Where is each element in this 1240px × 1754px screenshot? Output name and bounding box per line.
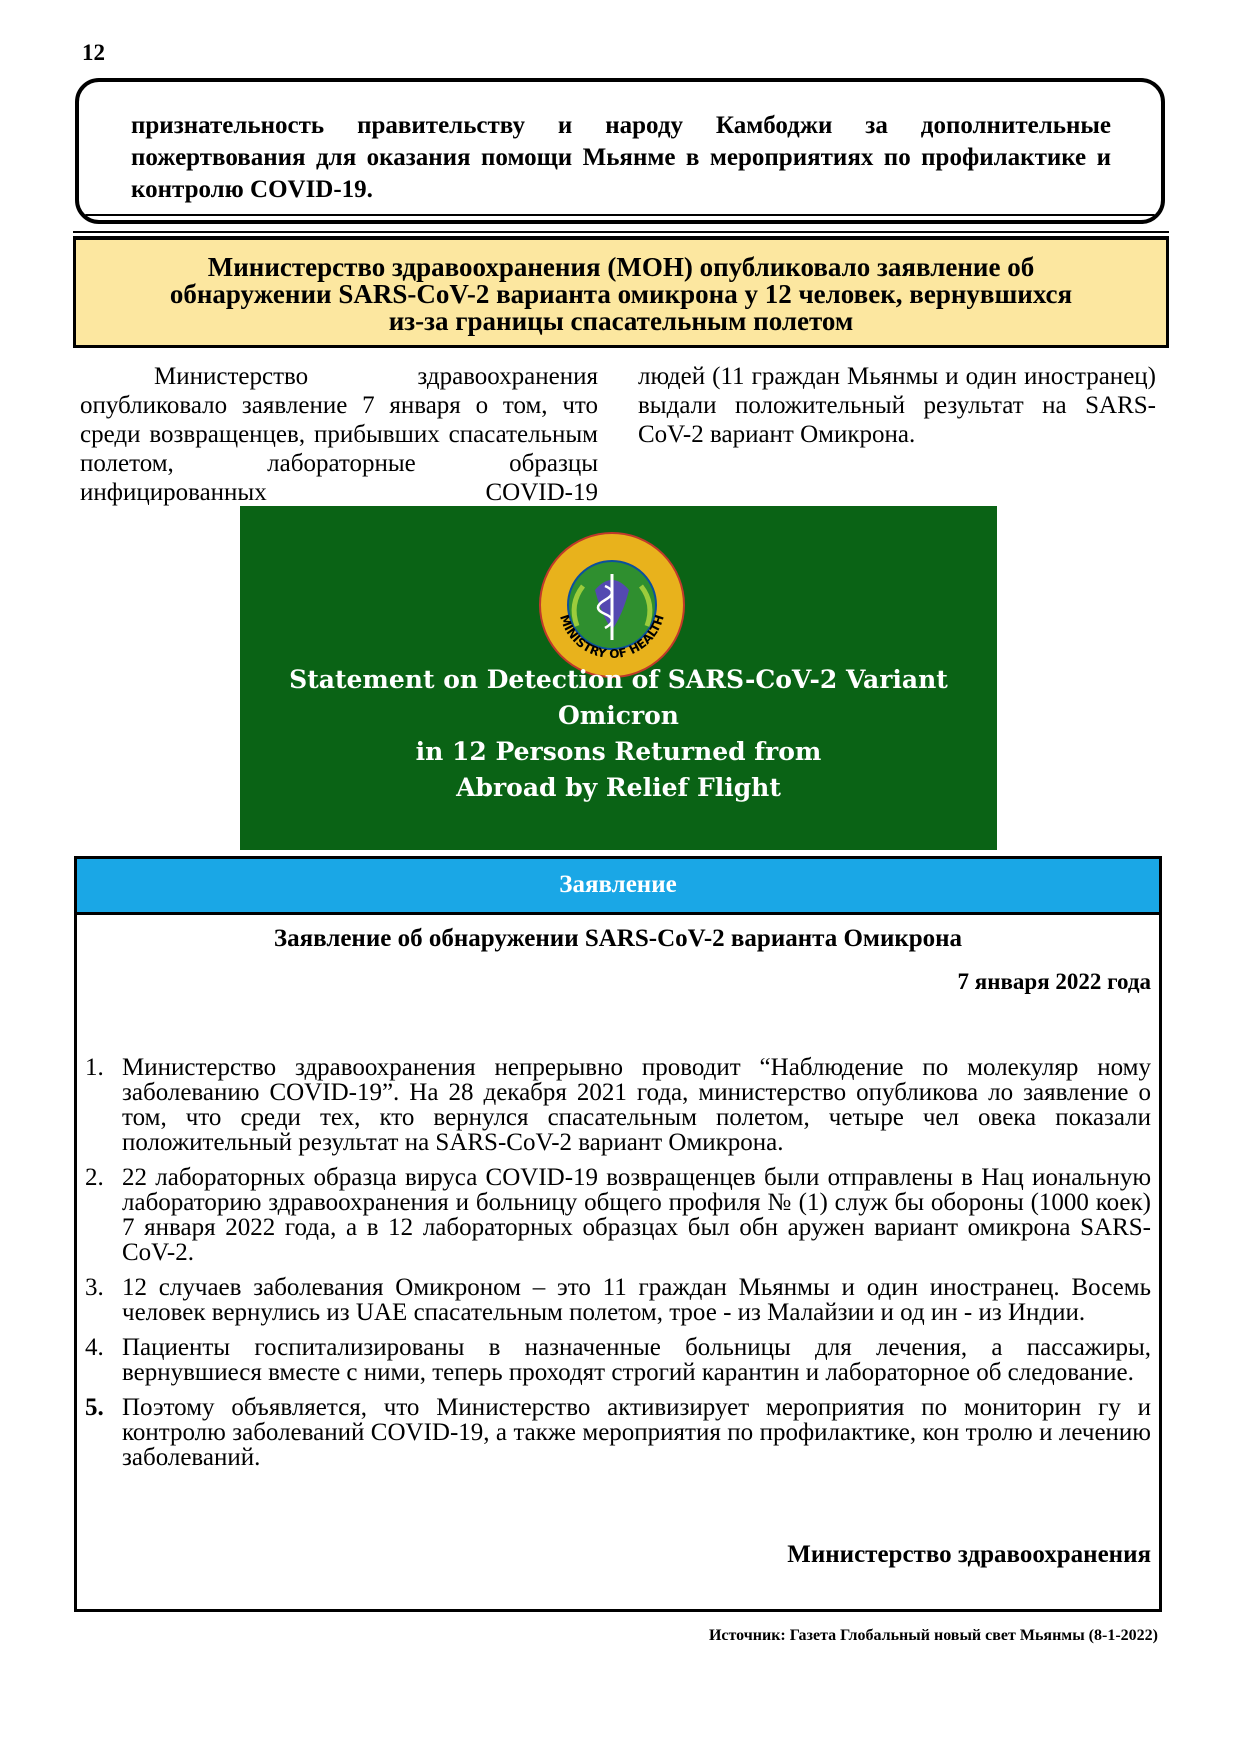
intro-box xyxy=(75,78,1165,224)
list-item xyxy=(85,1395,1151,1470)
ministry-of-health-emblem xyxy=(537,530,687,680)
list-item-number: 2. xyxy=(85,1164,104,1191)
list-item-text: 22 лабораторных образца вируса COVID-19 возвращенцев были отправлены в Нац иональную лабораторию здравоохранения и больницу общего профиля № (1) служ бы обороны (1000 коек) 7 января 2022 года, а в 12 лабораторных образцах был обн аружен вариант омикрона SARS-CoV-2. xyxy=(122,1164,1151,1266)
statement-title: Заявление об обнаружении SARS-CoV-2 варианта Омикрона xyxy=(273,925,963,952)
headline-band xyxy=(73,236,1169,348)
list-item xyxy=(85,1335,1151,1385)
headline-line-1: Министерство здравоохранения (МОН) опубликовало заявление об xyxy=(207,252,1035,282)
headline-line-3: из-за границы спасательным полетом xyxy=(388,306,854,336)
statement-signature: Министерство здравоохранения xyxy=(787,1541,1151,1568)
article-left-column: Министерство здравоохранения опубликовало заявление 7 января о том, что среди возвращенцев, прибывших спасательным полетом, лабораторные образцы инфицированных COVID-19 xyxy=(80,363,598,506)
image-caption xyxy=(240,662,997,806)
article-right-column: людей (11 граждан Мьянмы и один иностранец) выдали положительный результат на SARS-CoV-2 вариант Омикрона. xyxy=(638,363,1156,448)
statement-graphic xyxy=(240,506,997,850)
statement-date: 7 января 2022 года xyxy=(957,969,1151,994)
list-item xyxy=(85,1055,1151,1155)
list-item xyxy=(85,1275,1151,1325)
list-item-number: 1. xyxy=(85,1054,104,1081)
statement-list xyxy=(85,1055,1151,1480)
statement-body xyxy=(74,913,1162,1612)
image-caption-line-2: in 12 Persons Returned from xyxy=(415,737,822,766)
list-item-number: 3. xyxy=(85,1274,104,1301)
image-caption-line-3: Abroad by Relief Flight xyxy=(456,773,781,802)
page-number: 12 xyxy=(82,40,105,65)
list-item-text: Поэтому объявляется, что Министерство активизирует мероприятия по мониторин гу и контролю заболеваний COVID-19, а также мероприятия по профилактике, кон тролю и лечению заболеваний. xyxy=(122,1394,1151,1471)
emblem-label: MINISTRY OF HEALTH xyxy=(557,612,667,662)
headline-line-2: обнаружении SARS-CoV-2 варианта омикрона у 12 человек, вернувшихся xyxy=(169,279,1073,309)
intro-text: признательность правительству и народу Камбоджи за дополнительные пожертвования для оказания помощи Мьянме в мероприятиях по профилактике и контролю COVID-19. xyxy=(131,112,1111,203)
list-item-number: 4. xyxy=(85,1334,104,1361)
list-item-text: 12 случаев заболевания Омикроном – это 11 граждан Мьянмы и один иностранец. Восемь человек вернулись из UAE спасательным полетом, трое - из Малайзии и од ин - из Индии. xyxy=(122,1274,1151,1326)
list-item-text: Пациенты госпитализированы в назначенные больницы для лечения, а пассажиры, вернувшиеся вместе с ними, теперь проходят строгий карантин и лабораторное об следование. xyxy=(122,1334,1151,1386)
image-caption-line-1: Statement on Detection of SARS-CoV-2 Variant Omicron xyxy=(289,665,948,730)
statement-header: Заявление xyxy=(74,856,1162,915)
list-item xyxy=(85,1165,1151,1265)
list-item-text: Министерство здравоохранения непрерывно проводит “Наблюдение по молекуляр ному заболеванию COVID-19”. На 28 декабря 2021 года, министерство опубликова ло заявление о том, что среди тех, кто вернулся спасательным полетом, четыре чел овека показали положительный результат на SARS-CoV-2 вариант Омикрона. xyxy=(122,1054,1151,1156)
list-item-number: 5. xyxy=(85,1394,104,1421)
source-citation: Источник: Газета Глобальный новый свет Мьянмы (8-1-2022) xyxy=(708,1627,1158,1644)
